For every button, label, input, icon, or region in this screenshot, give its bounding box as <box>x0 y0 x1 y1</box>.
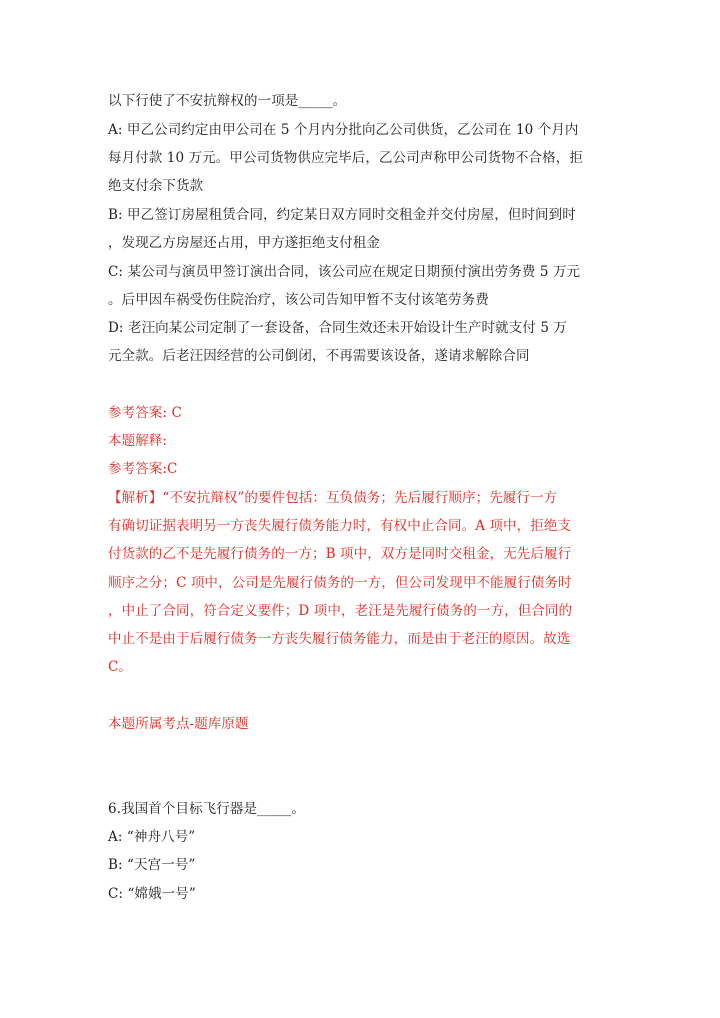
q6-option-a: A: “神舟八号” <box>108 829 196 845</box>
answer-label-2: 参考答案:C <box>108 461 178 477</box>
explanation-line-4: 顺序之分；C 项中，公司是先履行债务的一方，但公司发现甲不能履行债务时 <box>108 575 572 591</box>
q5-option-a-line-2: 每月付款 10 万元。甲公司货物供应完毕后，乙公司声称甲公司货物不合格，拒 <box>108 150 583 166</box>
q6-option-c: C: “嫦娥一号” <box>108 886 196 902</box>
explanation-line-6: 中止不是由于后履行债务一方丧失履行债务能力，而是由于老汪的原因。故选 <box>108 631 571 647</box>
q6-option-b: B: “天宫一号” <box>108 857 196 873</box>
q5-option-d-line-2: 元全款。后老汪因经营的公司倒闭，不再需要该设备，遂请求解除合同 <box>108 348 530 364</box>
q5-option-a-line-1: A: 甲乙公司约定由甲公司在 5 个月内分批向乙公司供货，乙公司在 10 个月内 <box>108 122 579 138</box>
explanation-line-3: 付货款的乙不是先履行债务的一方；B 项中，双方是同时交租金，无先后履行 <box>108 546 572 562</box>
q5-option-c-line-2: 。后甲因车祸受伤住院治疗，该公司告知甲暂不支付该笔劳务费 <box>108 292 489 308</box>
explanation-line-2: 有确切证据表明另一方丧失履行债务能力时，有权中止合同。A 项中，拒绝支 <box>108 518 572 534</box>
q6-stem: 6.我国首个目标飞行器是_____。 <box>108 801 305 817</box>
explanation-line-5: ，中止了合同，符合定义要件；D 项中，老汪是先履行债务的一方，但合同的 <box>108 603 573 619</box>
explanation-line-7: C。 <box>108 659 133 675</box>
answer-label: 参考答案: C <box>108 405 182 421</box>
topic-label: 本题所属考点-题库原题 <box>108 716 249 732</box>
q5-option-d-line-1: D: 老汪向某公司定制了一套设备，合同生效还未开始设计生产时就支付 5 万 <box>108 320 568 336</box>
explanation-line-1: 【解析】“不安抗辩权”的要件包括：互负债务；先后履行顺序；先履行一方 <box>108 490 558 506</box>
q5-stem: 以下行使了不安抗辩权的一项是_____。 <box>108 93 347 109</box>
explanation-label: 本题解释: <box>108 433 168 449</box>
q5-option-c-line-1: C: 某公司与演员甲签订演出合同，该公司应在规定日期预付演出劳务费 5 万元 <box>108 264 581 280</box>
q5-option-b-line-2: ，发现乙方房屋还占用，甲方遂拒绝支付租金 <box>108 235 380 251</box>
q5-option-a-line-3: 绝支付余下货款 <box>108 178 204 194</box>
q5-option-b-line-1: B: 甲乙签订房屋租赁合同，约定某日双方同时交租金并交付房屋，但时间到时 <box>108 207 576 223</box>
